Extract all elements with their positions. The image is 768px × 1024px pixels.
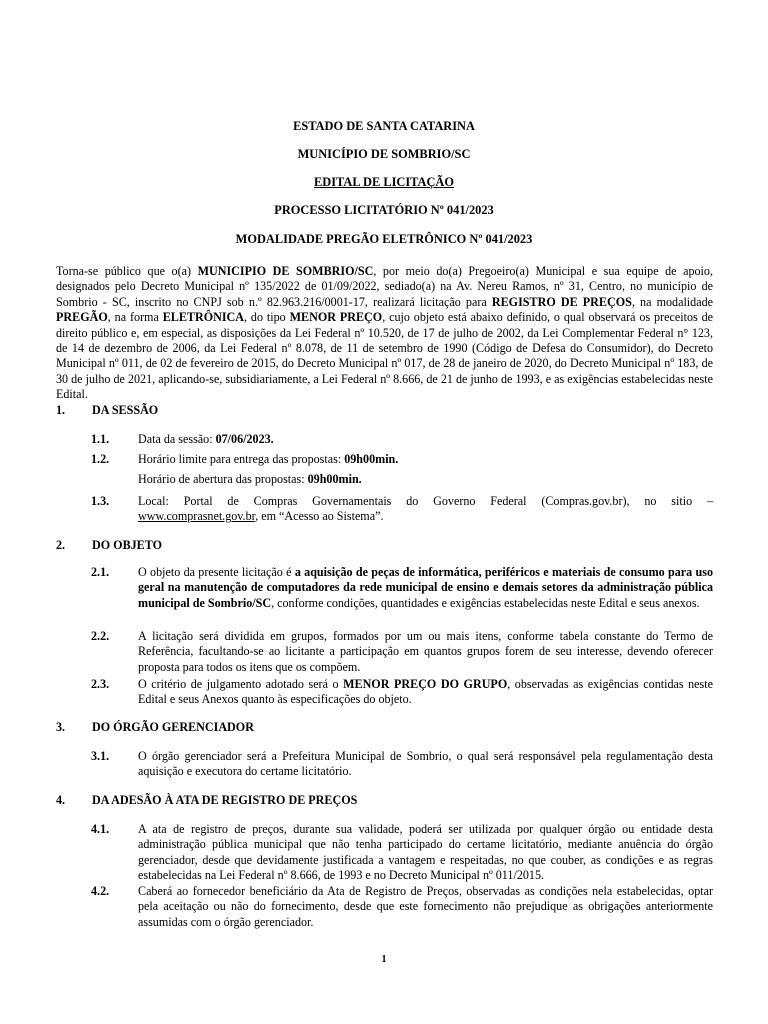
intro-bold: ELETRÔNICA xyxy=(162,310,245,325)
header-modality: MODALIDADE PREGÃO ELETRÔNICO Nº 041/2023 xyxy=(235,232,533,246)
intro-bold: MENOR PREÇO xyxy=(289,310,383,325)
section-number: 3. xyxy=(56,720,66,734)
clause-text: A ata de registro de preços, durante sua validade, poderá ser utilizada por qualquer órgão ou entidade desta administração pública municipal que não tenha participado do certame licitatório, mediante anuência do órgão gerenciador, desde que devidamente justificada a vantagem e respeitadas, no que couber, as condições e as regras estabelecidas na Lei Federal nº 8.666, de 1993 e no Decreto Municipal nº 011/2015. xyxy=(138,822,713,883)
clause xyxy=(91,822,713,884)
intro-text: , na forma xyxy=(107,310,163,325)
section-title: DO ÓRGÃO GERENCIADOR xyxy=(92,720,254,734)
clause-number: 2.3. xyxy=(91,677,110,691)
clause-text xyxy=(138,677,713,708)
intro-text: , por meio do(a) Pregoeiro(a) Municipal e sua equipe de apoio, designados pelo Decreto Municipal nº 135/2022 de 01/09/2022, sediado(a) na Av. Nereu Ramos, nº 31, Centro, no município de Sombrio - SC, inscrito no CNPJ sob n.º 82.963.216/0001-17, realizará licitação para xyxy=(56,264,713,309)
section-title: DA ADESÃO À ATA DE REGISTRO DE PREÇOS xyxy=(92,793,358,807)
intro-text: , na modalidade xyxy=(631,294,713,309)
section-title: DA SESSÃO xyxy=(92,403,159,417)
clause-text-line: Local: Portal de Compras Governamentais do Governo Federal (Compras.gov.br), no sitio – xyxy=(138,494,713,508)
intro-paragraph xyxy=(56,264,713,403)
clause-text-bold: 09h00min. xyxy=(307,472,362,486)
clause xyxy=(91,749,713,780)
clause-text xyxy=(138,472,713,487)
section-number: 2. xyxy=(56,538,66,552)
section-number: 1. xyxy=(56,403,66,417)
clause-text: Caberá ao fornecedor beneficiário da Ata de Registro de Preços, observadas as condições nela estabelecidas, optar pela aceitação ou não do fornecimento, desde que este fornecimento não prejudique as obrigações anteriormente assumidas com o órgão gerenciador. xyxy=(138,884,713,929)
clause xyxy=(91,884,713,930)
intro-bold: MUNICIPIO DE SOMBRIO/SC xyxy=(197,264,374,278)
clause xyxy=(91,629,713,675)
clause-text-part: Horário de abertura das propostas: xyxy=(138,472,308,486)
section-number: 4. xyxy=(56,793,66,807)
clause-number: 1.2. xyxy=(91,452,110,466)
clause-text xyxy=(138,494,713,525)
clause-text-bold: a aquisição de peças de informática, periféricos e materiais de consumo para uso geral na manutenção de computadores da rede municipal de ensino e demais setores da administração pública municipal de Sombrio/SC xyxy=(138,565,713,610)
comprasnet-link[interactable]: www.comprasnet.gov.br xyxy=(138,509,256,524)
clause-text-part: Horário limite para entrega das propostas: xyxy=(138,452,345,466)
header-process-number: PROCESSO LICITATÓRIO Nº 041/2023 xyxy=(274,203,494,217)
clause xyxy=(91,677,713,708)
intro-text: , do tipo xyxy=(244,310,290,325)
clause-text-bold: MENOR PREÇO DO GRUPO xyxy=(343,677,508,691)
clause-number: 1.3. xyxy=(91,494,110,508)
clause-continuation xyxy=(91,472,713,487)
clause-text xyxy=(138,432,713,447)
clause xyxy=(91,494,713,525)
clause-number: 1.1. xyxy=(91,432,110,446)
intro-text: , cujo objeto está abaixo definido, o qual observará os preceitos de direito público e, em especial, as disposições da Lei Federal nº 10.520, de 17 de julho de 2002, da Lei Complementar Federal n° 123, de 14 de dezembro de 2006, da Lei Federal nº 8.078, de 11 de setembro de 1990 (Código de Defesa do Consumidor), do Decreto Municipal nº 011, de 02 de fevereiro de 2015, do Decreto Municipal nº 017, de 28 de janeiro de 2020, do Decreto Municipal nº 183, de 30 de julho de 2021, aplicando-se, subsidiariamente, a Lei Federal nº 8.666, de 21 de junho de 1993, e as exigências estabelecidas neste Edital. xyxy=(56,310,713,402)
clause-number: 2.2. xyxy=(91,629,110,643)
clause-text-part: O critério de julgamento adotado será o xyxy=(138,677,344,691)
intro-bold: PREGÃO xyxy=(56,310,108,325)
clause xyxy=(91,432,713,447)
clause-text-part: , observadas as exigências contidas neste Edital e seus Anexos quanto às especificações do objeto. xyxy=(138,677,713,707)
clause-text-part: , conforme condições, quantidades e exigências estabelecidas neste Edital e seus anexos. xyxy=(271,595,700,610)
clause-number: 4.1. xyxy=(91,822,110,836)
clause-text: A licitação será dividida em grupos, formados por um ou mais itens, conforme tabela constante do Termo de Referência, facultando-se ao licitante a participação em quantos grupos forem de seu interesse, devendo oferecer proposta para todos os itens que os compõem. xyxy=(138,629,713,674)
header-edital-title xyxy=(0,175,768,190)
clause-text-part: Data da sessão: xyxy=(138,432,216,446)
clause-number: 3.1. xyxy=(91,749,110,763)
clause-number: 4.2. xyxy=(91,884,110,898)
intro-text: Torna-se público que o(a) xyxy=(56,264,198,278)
header-municipality: MUNICÍPIO DE SOMBRIO/SC xyxy=(297,147,471,161)
clause xyxy=(91,452,713,467)
intro-bold: REGISTRO DE PREÇOS xyxy=(491,294,632,309)
header-state: ESTADO DE SANTA CATARINA xyxy=(293,119,475,133)
clause-text-bold: 07/06/2023. xyxy=(215,432,274,446)
clause-number: 2.1. xyxy=(91,565,110,579)
edital-title-text: EDITAL DE LICITAÇÃO xyxy=(314,175,454,189)
clause-text-part: O objeto da presente licitação é xyxy=(138,565,295,579)
page-number: 1 xyxy=(381,954,387,965)
clause-text xyxy=(138,452,713,467)
clause xyxy=(91,565,713,611)
section-title: DO OBJETO xyxy=(92,538,163,552)
clause-text-bold: 09h00min. xyxy=(344,452,399,466)
clause-text: O órgão gerenciador será a Prefeitura Municipal de Sombrio, o qual será responsável pela regulamentação desta aquisição e executora do certame licitatório. xyxy=(138,749,713,779)
clause-text xyxy=(138,565,713,611)
clause-text-part: , em “Acesso ao Sistema”. xyxy=(255,509,384,524)
